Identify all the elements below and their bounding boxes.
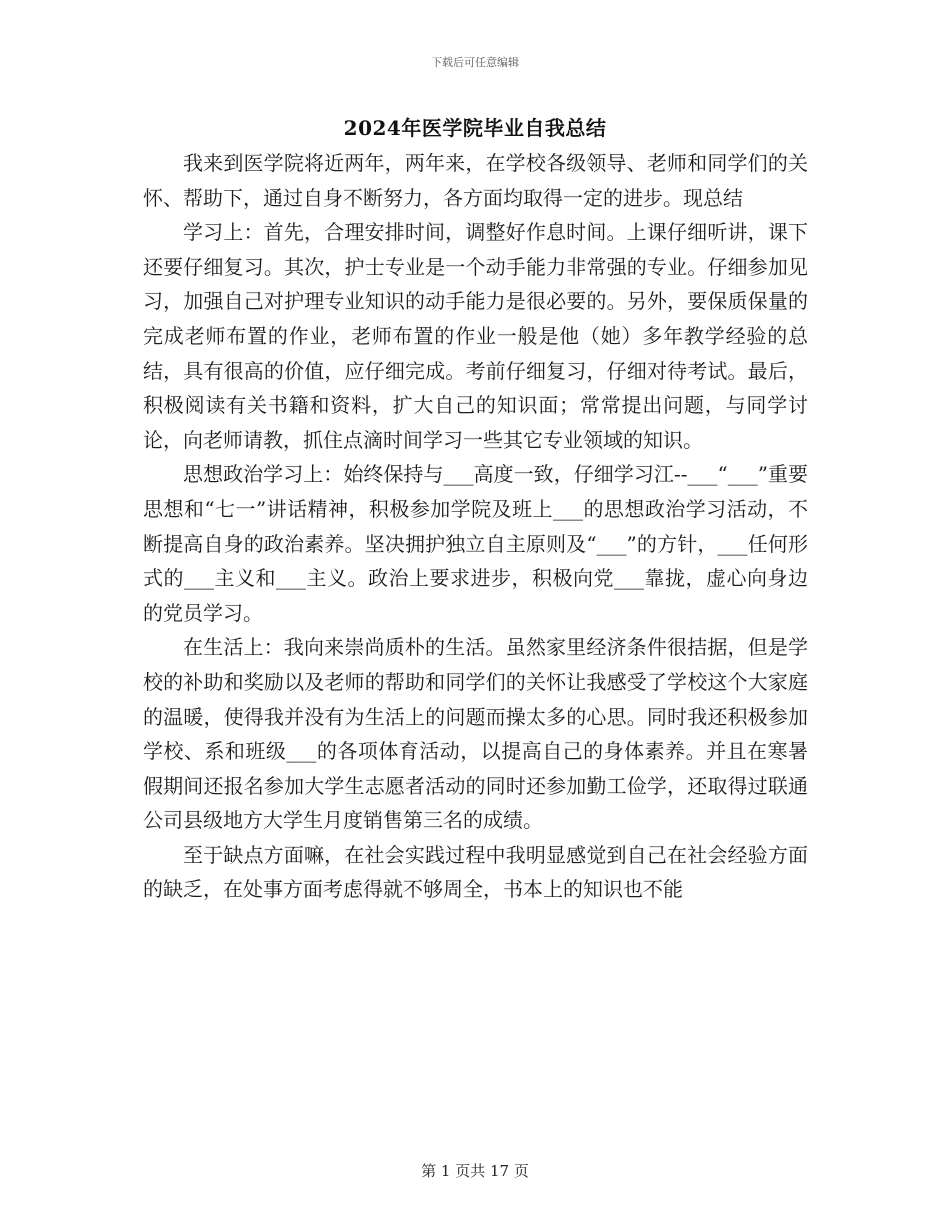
page-number: 第 1 页共 17 页 — [421, 1162, 529, 1180]
document-title: 2024年医学院毕业自我总结 — [343, 116, 607, 140]
paragraph-life: 在生活上：我向来崇尚质朴的生活。虽然家里经济条件很拮据，但是学校的补助和奖励以及老师的帮助和同学们的关怀让我感受了学校这个大家庭的温暖，使得我并没有为生活上的问题而操太多的心思。同时我还积极参加学校、系和班级___的各项体育活动，以提高自己的身体素养。并且在寒暑假期间还报名参加大学生志愿者活动的同时还参加勤工俭学，还取得过联通公司县级地方大学生月度销售第三名的成绩。 — [143, 635, 808, 833]
document-body — [143, 146, 808, 907]
paragraph-shortcomings: 至于缺点方面嘛，在社会实践过程中我明显感觉到自己在社会经验方面的缺乏，在处事方面考虑得就不够周全，书本上的知识也不能 — [143, 842, 808, 902]
paragraph-political: 思想政治学习上：始终保持与___高度一致，仔细学习江--___“___”重要思想和“七一”讲话精神，积极参加学院及班上___的思想政治学习活动，不断提高自身的政治素养。坚决拥护独立自主原则及“___”的方针，___任何形式的___主义和___主义。政治上要求进步，积极向党___靠拢，虚心向身边的党员学习。 — [143, 462, 808, 625]
paragraph-intro: 我来到医学院将近两年，两年来，在学校各级领导、老师和同学们的关怀、帮助下，通过自身不断努力，各方面均取得一定的进步。现总结 — [143, 151, 808, 210]
header-note: 下载后可任意编辑 — [431, 56, 519, 69]
paragraph-study: 学习上：首先，合理安排时间，调整好作息时间。上课仔细听讲，课下还要仔细复习。其次，护士专业是一个动手能力非常强的专业。仔细参加见习，加强自己对护理专业知识的动手能力是很必要的。另外，要保质保量的完成老师布置的作业，老师布置的作业一般是他（她）多年教学经验的总结，具有很高的价值，应仔细完成。考前仔细复习，仔细对待考试。最后，积极阅读有关书籍和资料，扩大自己的知识面；常常提出问题，与同学讨论，向老师请教，抓住点滴时间学习一些其它专业领域的知识。 — [143, 220, 808, 452]
